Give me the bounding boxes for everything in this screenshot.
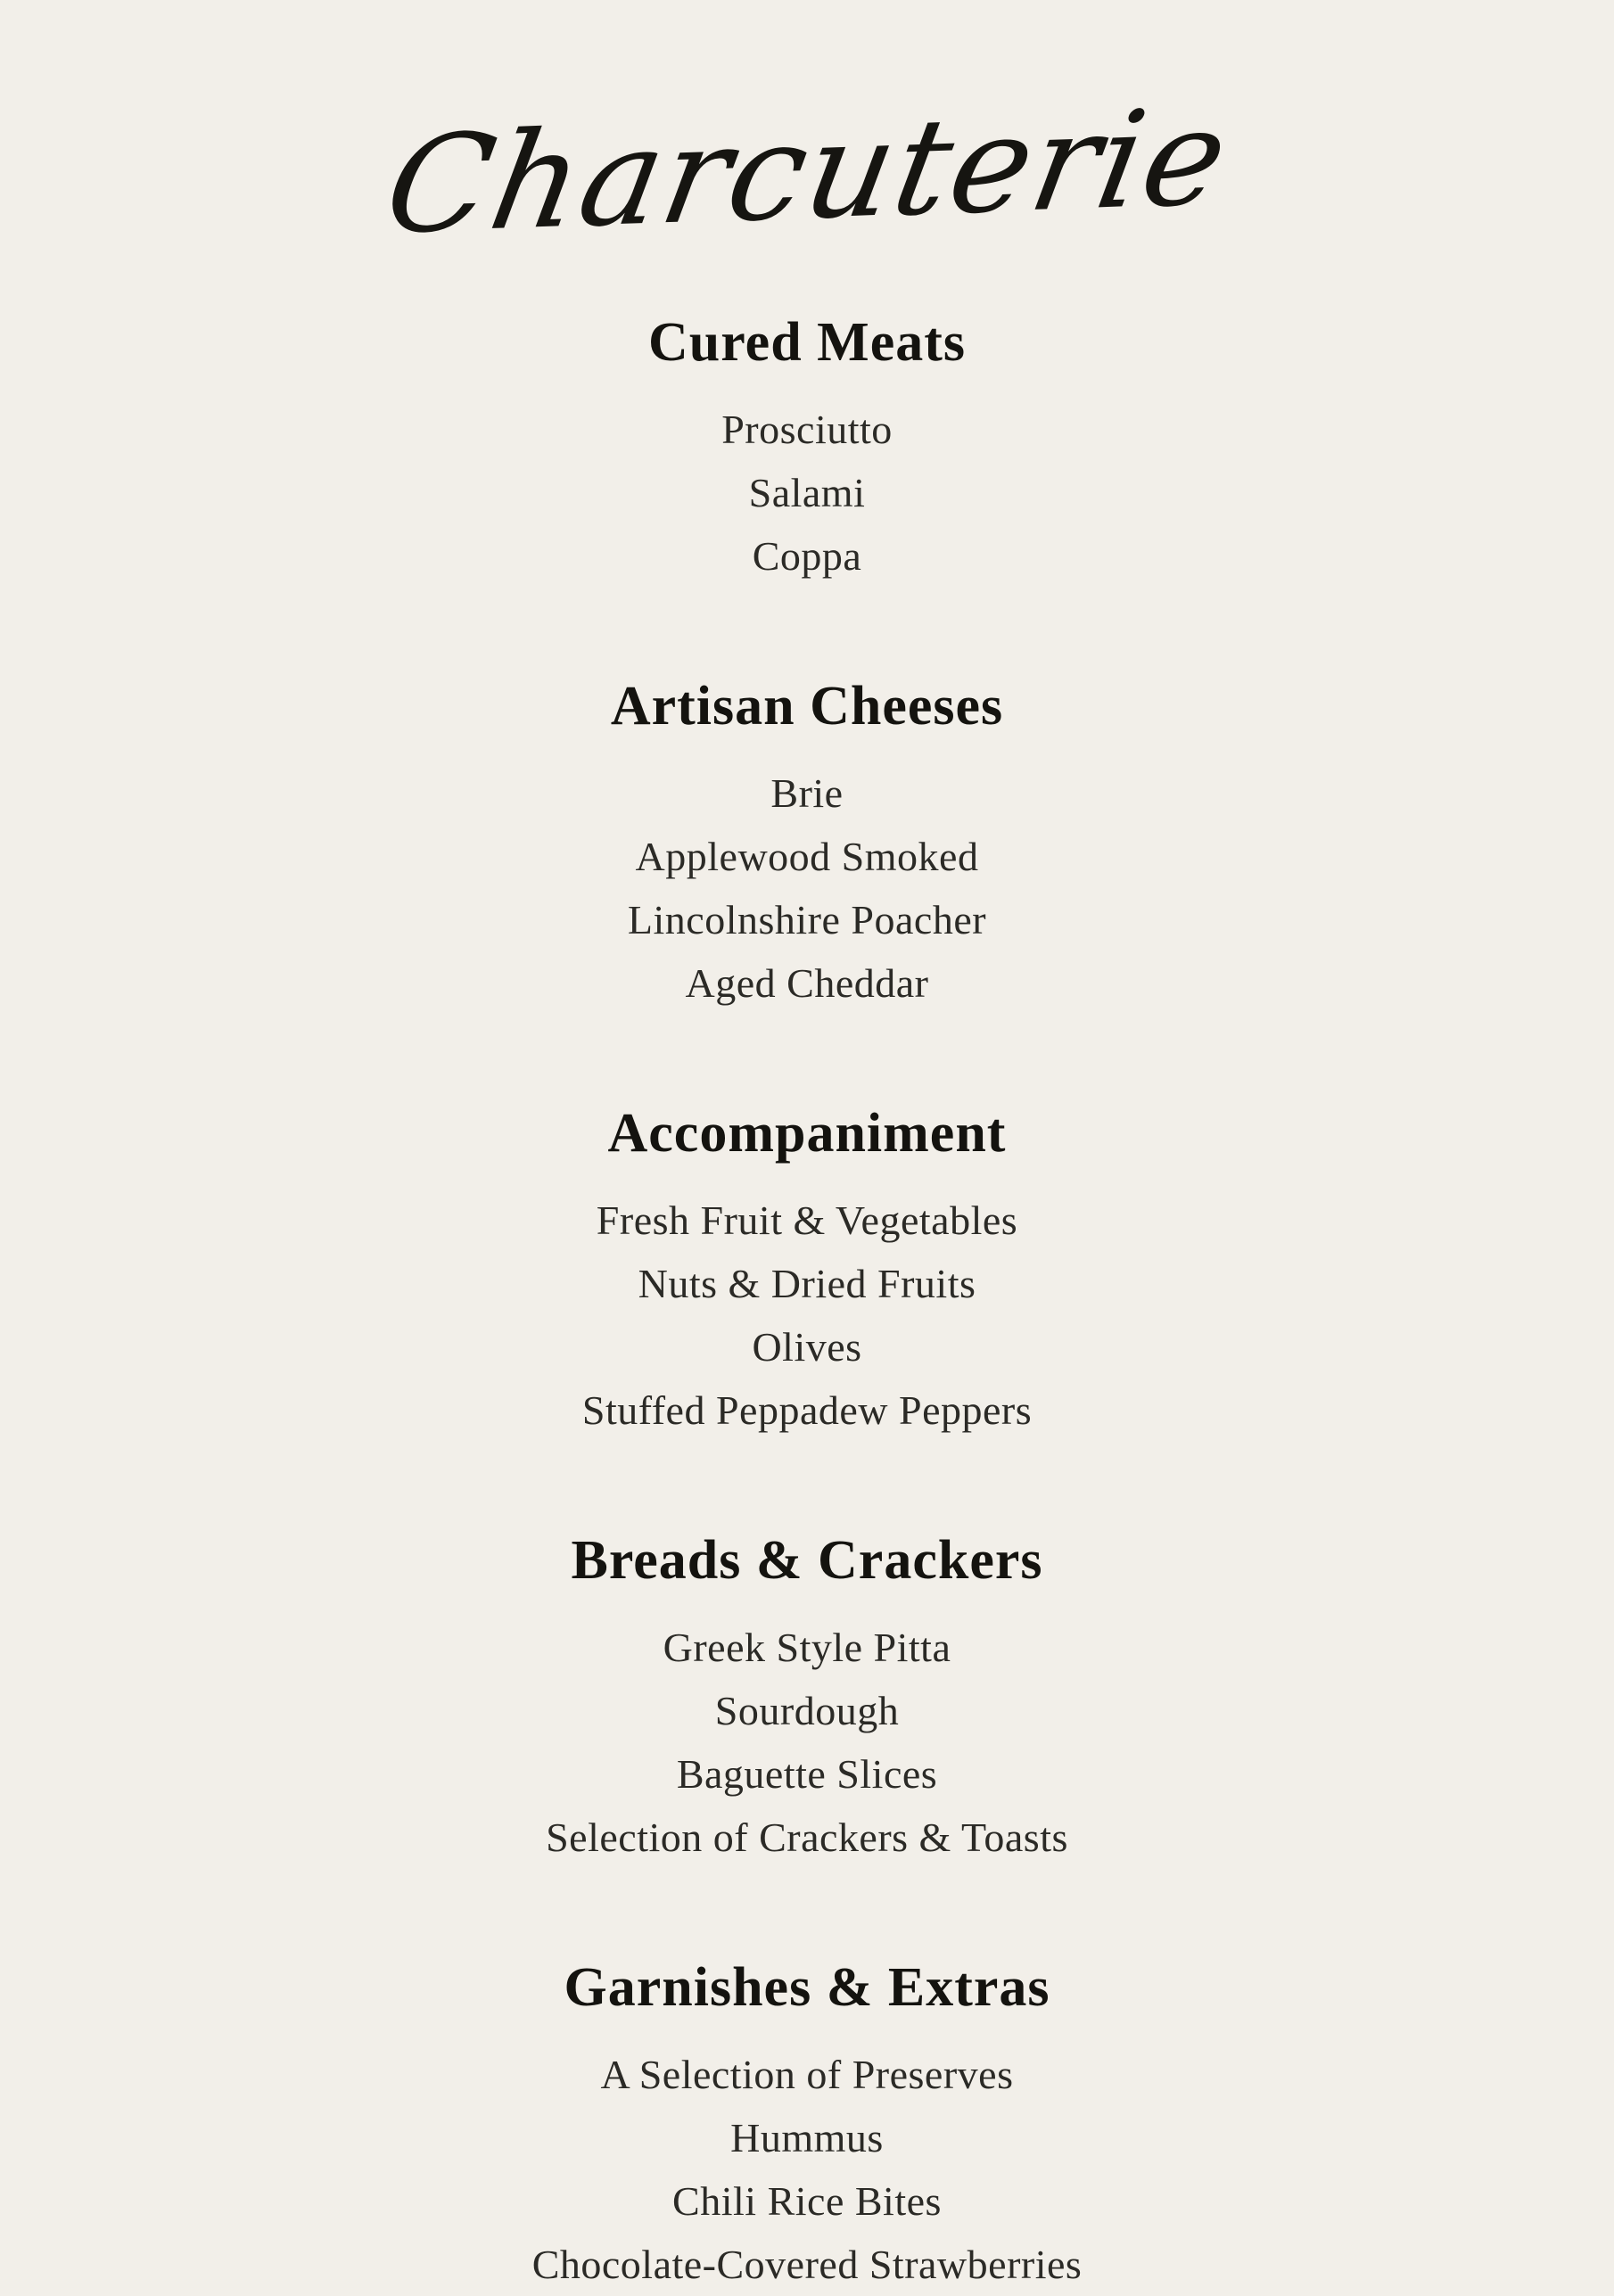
menu-item: Sourdough [714,1688,900,1733]
menu-item: Brie [770,770,844,816]
menu-item: Greek Style Pitta [663,1625,951,1670]
menu-item: Olives [752,1324,862,1370]
section-cured-meats [0,311,1614,588]
menu-item: Nuts & Dried Fruits [638,1261,976,1306]
item-list-accompaniment [0,1189,1614,1442]
section-artisan-cheeses [0,675,1614,1015]
menu-item: Lincolnshire Poacher [627,897,987,942]
section-heading-accompaniment: Accompaniment [607,1103,1007,1164]
menu-item: Prosciutto [721,407,893,452]
section-heading-breads-crackers: Breads & Crackers [571,1530,1043,1591]
menu-item: A Selection of Preserves [600,2052,1014,2097]
menu-item: Aged Cheddar [685,960,929,1006]
menu-body [0,311,1614,2296]
menu-item: Chocolate-Covered Strawberries [531,2242,1083,2287]
menu-item: Baguette Slices [676,1751,938,1797]
section-accompaniment [0,1102,1614,1442]
item-list-breads-crackers [0,1616,1614,1869]
item-list-garnishes-extras [0,2043,1614,2296]
menu-item: Salami [748,470,866,515]
section-breads-crackers [0,1529,1614,1869]
menu-item: Chili Rice Bites [672,2178,942,2224]
section-heading-cured-meats: Cured Meats [648,312,966,373]
section-heading-artisan-cheeses: Artisan Cheeses [610,676,1004,737]
item-list-artisan-cheeses [0,761,1614,1015]
menu-title-script: Charcuterie [375,79,1240,265]
section-garnishes-extras [0,1956,1614,2296]
menu-item: Coppa [752,533,862,579]
menu-item: Hummus [730,2115,884,2160]
item-list-cured-meats [0,398,1614,588]
section-heading-garnishes-extras: Garnishes & Extras [564,1957,1050,2018]
menu-item: Stuffed Peppadew Peppers [581,1387,1033,1433]
menu-item: Selection of Crackers & Toasts [546,1815,1068,1860]
menu-item: Fresh Fruit & Vegetables [596,1197,1018,1243]
menu-item: Applewood Smoked [635,834,979,879]
